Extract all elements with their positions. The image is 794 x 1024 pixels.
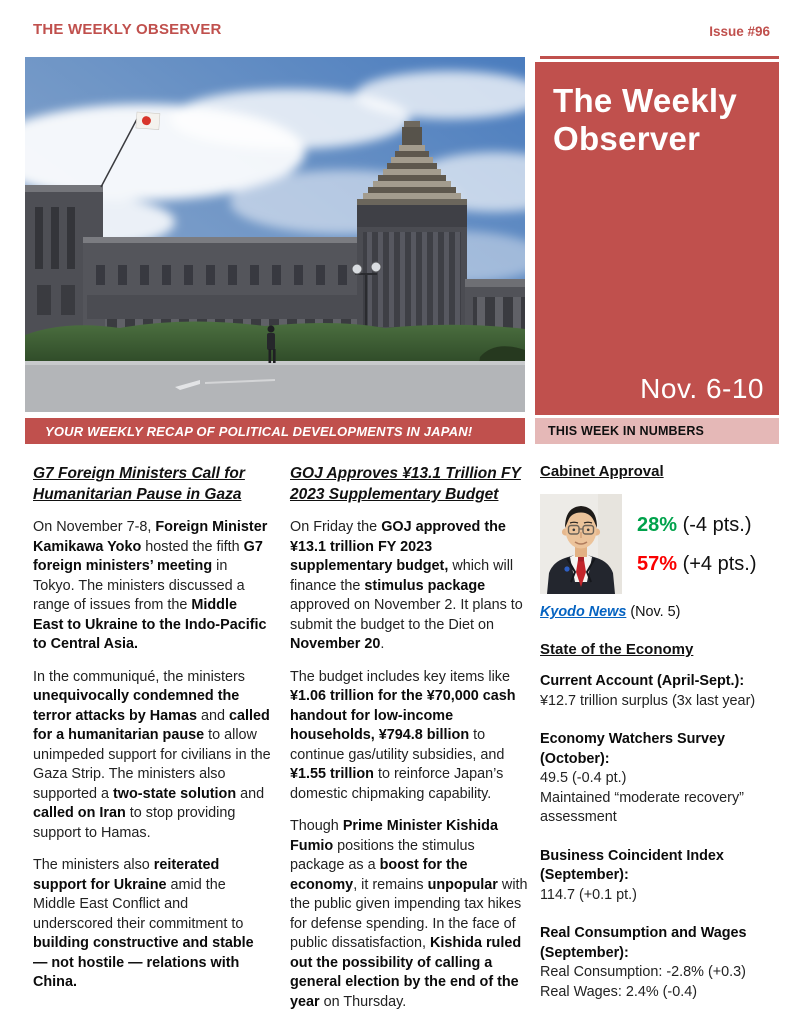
numbers-column xyxy=(540,463,780,1021)
article-1-paragraph: The ministers also reiterated support for Ukraine amid the Middle East Conflict and underscored their commitment to building constructive and stable — not hostile — relations with China. xyxy=(33,857,254,990)
tagline-banner xyxy=(25,418,525,444)
article-1-paragraph: In the communiqué, the ministers unequivocally condemned the terror attacks by Hamas and called for a humanitarian pause to allow unimpeded support for civilians in the Gaza Strip. The ministers also supported a two-state solution and called on Iran to stop providing support to Hamas. xyxy=(33,668,271,841)
masthead-title: THE WEEKLY OBSERVER xyxy=(33,21,222,38)
cabinet-approval-heading: Cabinet Approval xyxy=(540,463,664,480)
disapproval-change: (+4 pts.) xyxy=(677,553,757,575)
tagline-text: YOUR WEEKLY RECAP OF POLITICAL DEVELOPMENTS IN JAPAN! xyxy=(45,423,473,439)
article-column-1 xyxy=(33,463,271,1006)
approval-change: (-4 pts.) xyxy=(677,514,752,536)
approval-rate xyxy=(637,514,757,537)
stat-label: Business Coincident Index (September): xyxy=(540,847,724,883)
date-range: Nov. 6-10 xyxy=(640,373,764,404)
issue-number: Issue #96 xyxy=(709,24,770,39)
road xyxy=(25,361,525,412)
disapproval-value: 57% xyxy=(637,553,678,575)
cabinet-approval-block xyxy=(540,494,780,594)
stat-label: Real Consumption and Wages (September): xyxy=(540,925,747,961)
stat-label: Current Account (April-Sept.): xyxy=(540,673,745,689)
cover-panel xyxy=(535,62,779,415)
stat-consumption-wages xyxy=(540,924,780,1002)
diet-building-photo xyxy=(25,57,525,412)
stat-value: Real Wages: 2.4% (-0.4) xyxy=(540,983,698,1000)
stat-label: Economy Watchers Survey (October): xyxy=(540,731,726,767)
kyodo-news-link[interactable]: Kyodo News xyxy=(540,604,627,620)
numbers-banner xyxy=(535,418,779,444)
stat-coincident-index xyxy=(540,847,780,906)
article-2-paragraph: The budget includes key items like ¥1.06 trillion for the ¥70,000 cash handout for low-income households, ¥794.8 billion to continue gas/utility subsidies, and ¥1.55 trillion to reinforce Japan’s domestic chipmaking capability. xyxy=(290,668,516,802)
kishida-portrait xyxy=(540,494,622,594)
economy-heading: State of the Economy xyxy=(540,641,694,658)
newsletter-title: The Weekly Observer xyxy=(553,82,737,157)
article-2-paragraph: Though Prime Minister Kishida Fumio positions the stimulus package as a boost for the economy, it remains unpopular with the public given impending tax hikes for defense spending. In the face of public dissatisfaction, Kishida ruled out the possibility of calling a general election by the end of the year on Thursday. xyxy=(290,818,528,1010)
article-1-title: G7 Foreign Ministers Call for Humanitarian Pause in Gaza xyxy=(33,465,245,503)
article-2-title: GOJ Approves ¥13.1 Trillion FY 2023 Supplementary Budget xyxy=(290,465,521,503)
poll-source xyxy=(540,604,780,620)
stat-current-account xyxy=(540,672,780,711)
article-column-2 xyxy=(290,463,530,1024)
stat-value: ¥12.7 trillion surplus (3x last year) xyxy=(540,692,756,709)
diet-building-illustration xyxy=(25,57,525,412)
stat-value: 49.5 (-0.4 pt.) xyxy=(540,770,627,786)
approval-figures xyxy=(637,494,757,594)
stat-value: Maintained “moderate recovery” assessment xyxy=(540,789,744,825)
poll-source-date: (Nov. 5) xyxy=(626,604,681,620)
approval-value: 28% xyxy=(637,514,678,536)
article-2-paragraph: On Friday the GOJ approved the ¥13.1 trillion FY 2023 supplementary budget, which will finance the stimulus package approved on November 2. It plans to submit the budget to the Diet on November 20. xyxy=(290,519,523,652)
numbers-banner-text: THIS WEEK IN NUMBERS xyxy=(548,424,705,438)
stat-value: 114.7 (+0.1 pt.) xyxy=(540,886,637,903)
stat-value: Real Consumption: -2.8% (+0.3) xyxy=(540,964,746,980)
disapproval-rate xyxy=(637,553,757,576)
article-1-paragraph: On November 7-8, Foreign Minister Kamikawa Yoko hosted the fifth G7 foreign ministers’ meeting in Tokyo. The ministers discussed a range of issues from the Middle East to Ukraine to the Indo-Pacific to Central Asia. xyxy=(33,519,268,652)
stat-economy-watchers xyxy=(540,730,780,828)
header-divider xyxy=(540,56,779,59)
